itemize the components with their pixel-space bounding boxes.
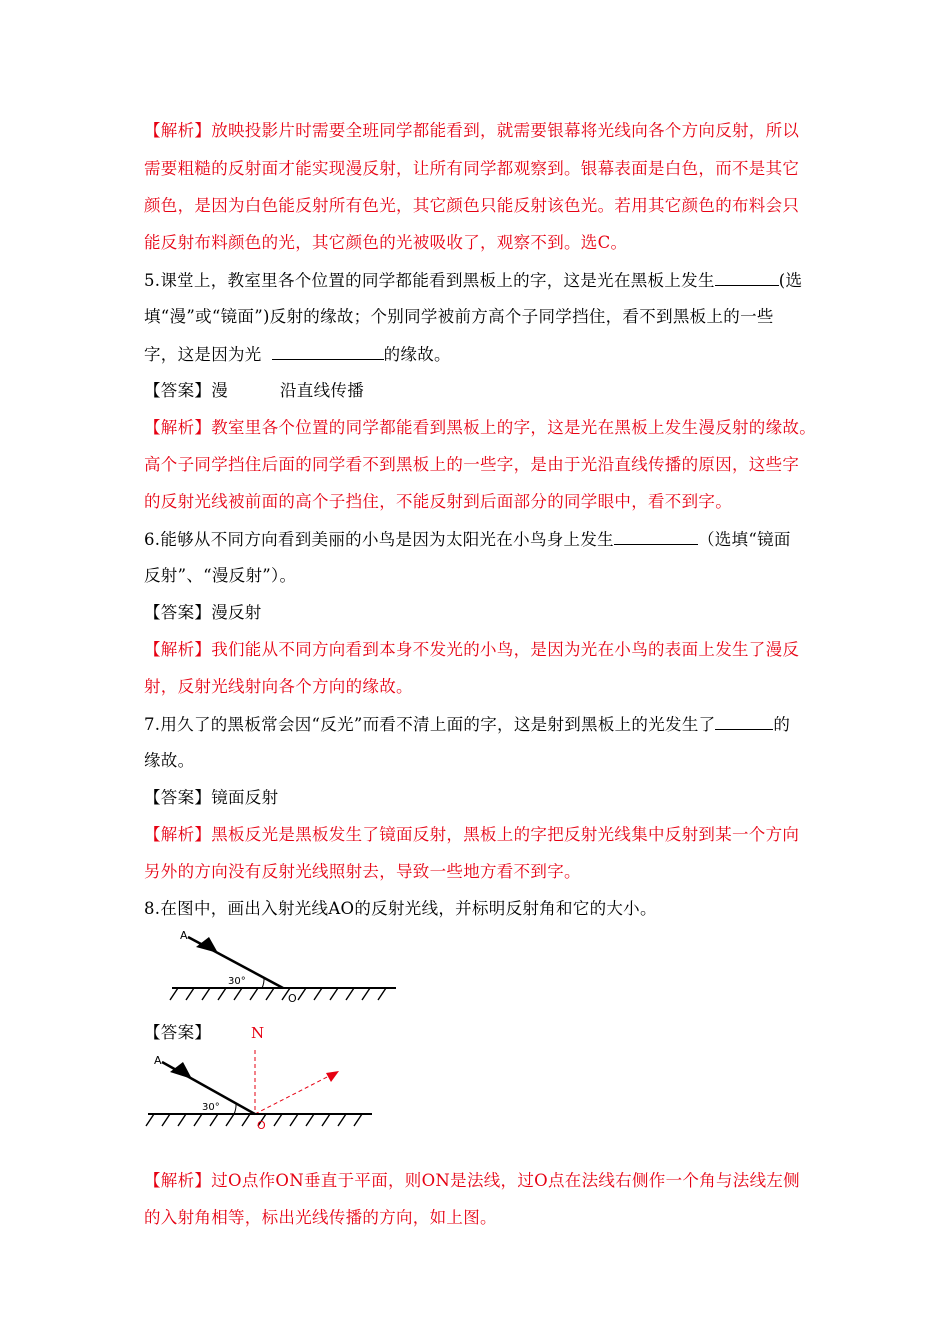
q6-text-a: 6.能够从不同方向看到美丽的小鸟是因为太阳光在小鸟身上发生 xyxy=(144,530,614,549)
q5-blank-2[interactable] xyxy=(272,343,384,360)
incident-arrowhead xyxy=(170,1062,192,1079)
q4-analysis-line-2: 需要粗糙的反射面才能实现漫反射，让所有同学都观察到。银幕表面是白色，而不是其它 xyxy=(144,159,800,178)
label-a: A xyxy=(154,1054,162,1067)
q5-answer-2: 沿直线传播 xyxy=(280,381,364,400)
q7-blank[interactable] xyxy=(715,713,773,730)
q6-text-b: （选填“镜面 xyxy=(697,530,791,549)
reflected-arrowhead xyxy=(326,1071,339,1082)
label-angle: 30° xyxy=(228,976,246,987)
q7-question-line-1 xyxy=(144,713,790,736)
q7-text-b: 的 xyxy=(773,715,791,734)
q4-analysis-line-1: 【解析】放映投影片时需要全班同学都能看到，就需要银幕将光线向各个方向反射，所以 xyxy=(144,121,800,140)
q8-question-figure xyxy=(160,925,410,1010)
q8-answer-label: 【答案】 xyxy=(144,1023,212,1042)
q5-analysis-line-3: 的反射光线被前面的高个子挡住，不能反射到后面部分的同学眼中，看不到字。 xyxy=(144,492,732,511)
angle-arc xyxy=(234,1104,236,1114)
q5-text-b: (选 xyxy=(778,271,803,290)
label-o: O xyxy=(257,1119,266,1132)
q5-text-a: 5.课堂上，教室里各个位置的同学都能看到黑板上的字，这是光在黑板上发生 xyxy=(144,271,715,290)
q5-question-line-1 xyxy=(144,269,802,292)
q8-analysis-line-2: 的入射角相等，标出光线传播的方向，如上图。 xyxy=(144,1208,497,1227)
q7-text-a: 7.用久了的黑板常会因“反光”而看不清上面的字，这是射到黑板上的光发生了 xyxy=(144,715,716,734)
label-n: N xyxy=(251,1024,265,1042)
q6-question-line-1 xyxy=(144,528,791,551)
q4-analysis-line-3: 颜色，是因为白色能反射所有色光，其它颜色只能反射该色光。若用其它颜色的布料会只 xyxy=(144,196,800,215)
mirror-hatching xyxy=(146,1114,362,1126)
q6-blank[interactable] xyxy=(614,528,698,545)
q5-answer-1: 【答案】漫 xyxy=(144,381,228,400)
q6-analysis-line-2: 射，反射光线射向各个方向的缘故。 xyxy=(144,677,413,696)
q7-answer: 【答案】镜面反射 xyxy=(144,788,279,807)
q5-analysis-line-2: 高个子同学挡住后面的同学看不到黑板上的一些字，是由于光沿直线传播的原因，这些字 xyxy=(144,455,800,474)
mirror-hatching xyxy=(170,988,386,1000)
q7-analysis-line-1: 【解析】黑板反光是黑板发生了镜面反射，黑板上的字把反射光线集中反射到某一个方向 xyxy=(144,825,800,844)
label-angle: 30° xyxy=(202,1102,220,1113)
incident-arrowhead xyxy=(196,937,218,953)
label-o: O xyxy=(288,992,297,1005)
q5-text-c: 字，这是因为光 xyxy=(144,345,262,364)
q7-question-line-2: 缘故。 xyxy=(144,751,195,770)
q8-answer-figure xyxy=(140,1022,380,1137)
reflected-ray xyxy=(255,1074,333,1114)
q4-analysis-line-4: 能反射布料颜色的光，其它颜色的光被吸收了，观察不到。选C。 xyxy=(144,233,628,252)
q5-analysis-line-1: 【解析】教室里各个位置的同学都能看到黑板上的字，这是光在黑板上发生漫反射的缘故。 xyxy=(144,418,816,437)
q5-question-line-3 xyxy=(144,343,451,366)
q6-question-line-2: 反射”、“漫反射”）。 xyxy=(144,566,297,585)
angle-arc xyxy=(262,978,264,988)
label-a: A xyxy=(180,929,188,942)
q5-question-line-2: 填“漫”或“镜面”)反射的缘故；个别同学被前方高个子同学挡住，看不到黑板上的一些 xyxy=(144,307,774,326)
q6-analysis-line-1: 【解析】我们能从不同方向看到本身不发光的小鸟，是因为光在小鸟的表面上发生了漫反 xyxy=(144,640,800,659)
q5-text-d: 的缘故。 xyxy=(383,345,451,364)
q5-answer xyxy=(144,380,364,402)
q8-analysis-line-1: 【解析】过O点作ON垂直于平面，则ON是法线，过O点在法线右侧作一个角与法线左侧 xyxy=(144,1171,800,1190)
q7-analysis-line-2: 另外的方向没有反射光线照射去，导致一些地方看不到字。 xyxy=(144,862,581,881)
q8-question: 8.在图中，画出入射光线AO的反射光线，并标明反射角和它的大小。 xyxy=(144,899,657,918)
q5-blank-1[interactable] xyxy=(715,269,779,286)
q6-answer: 【答案】漫反射 xyxy=(144,603,262,622)
